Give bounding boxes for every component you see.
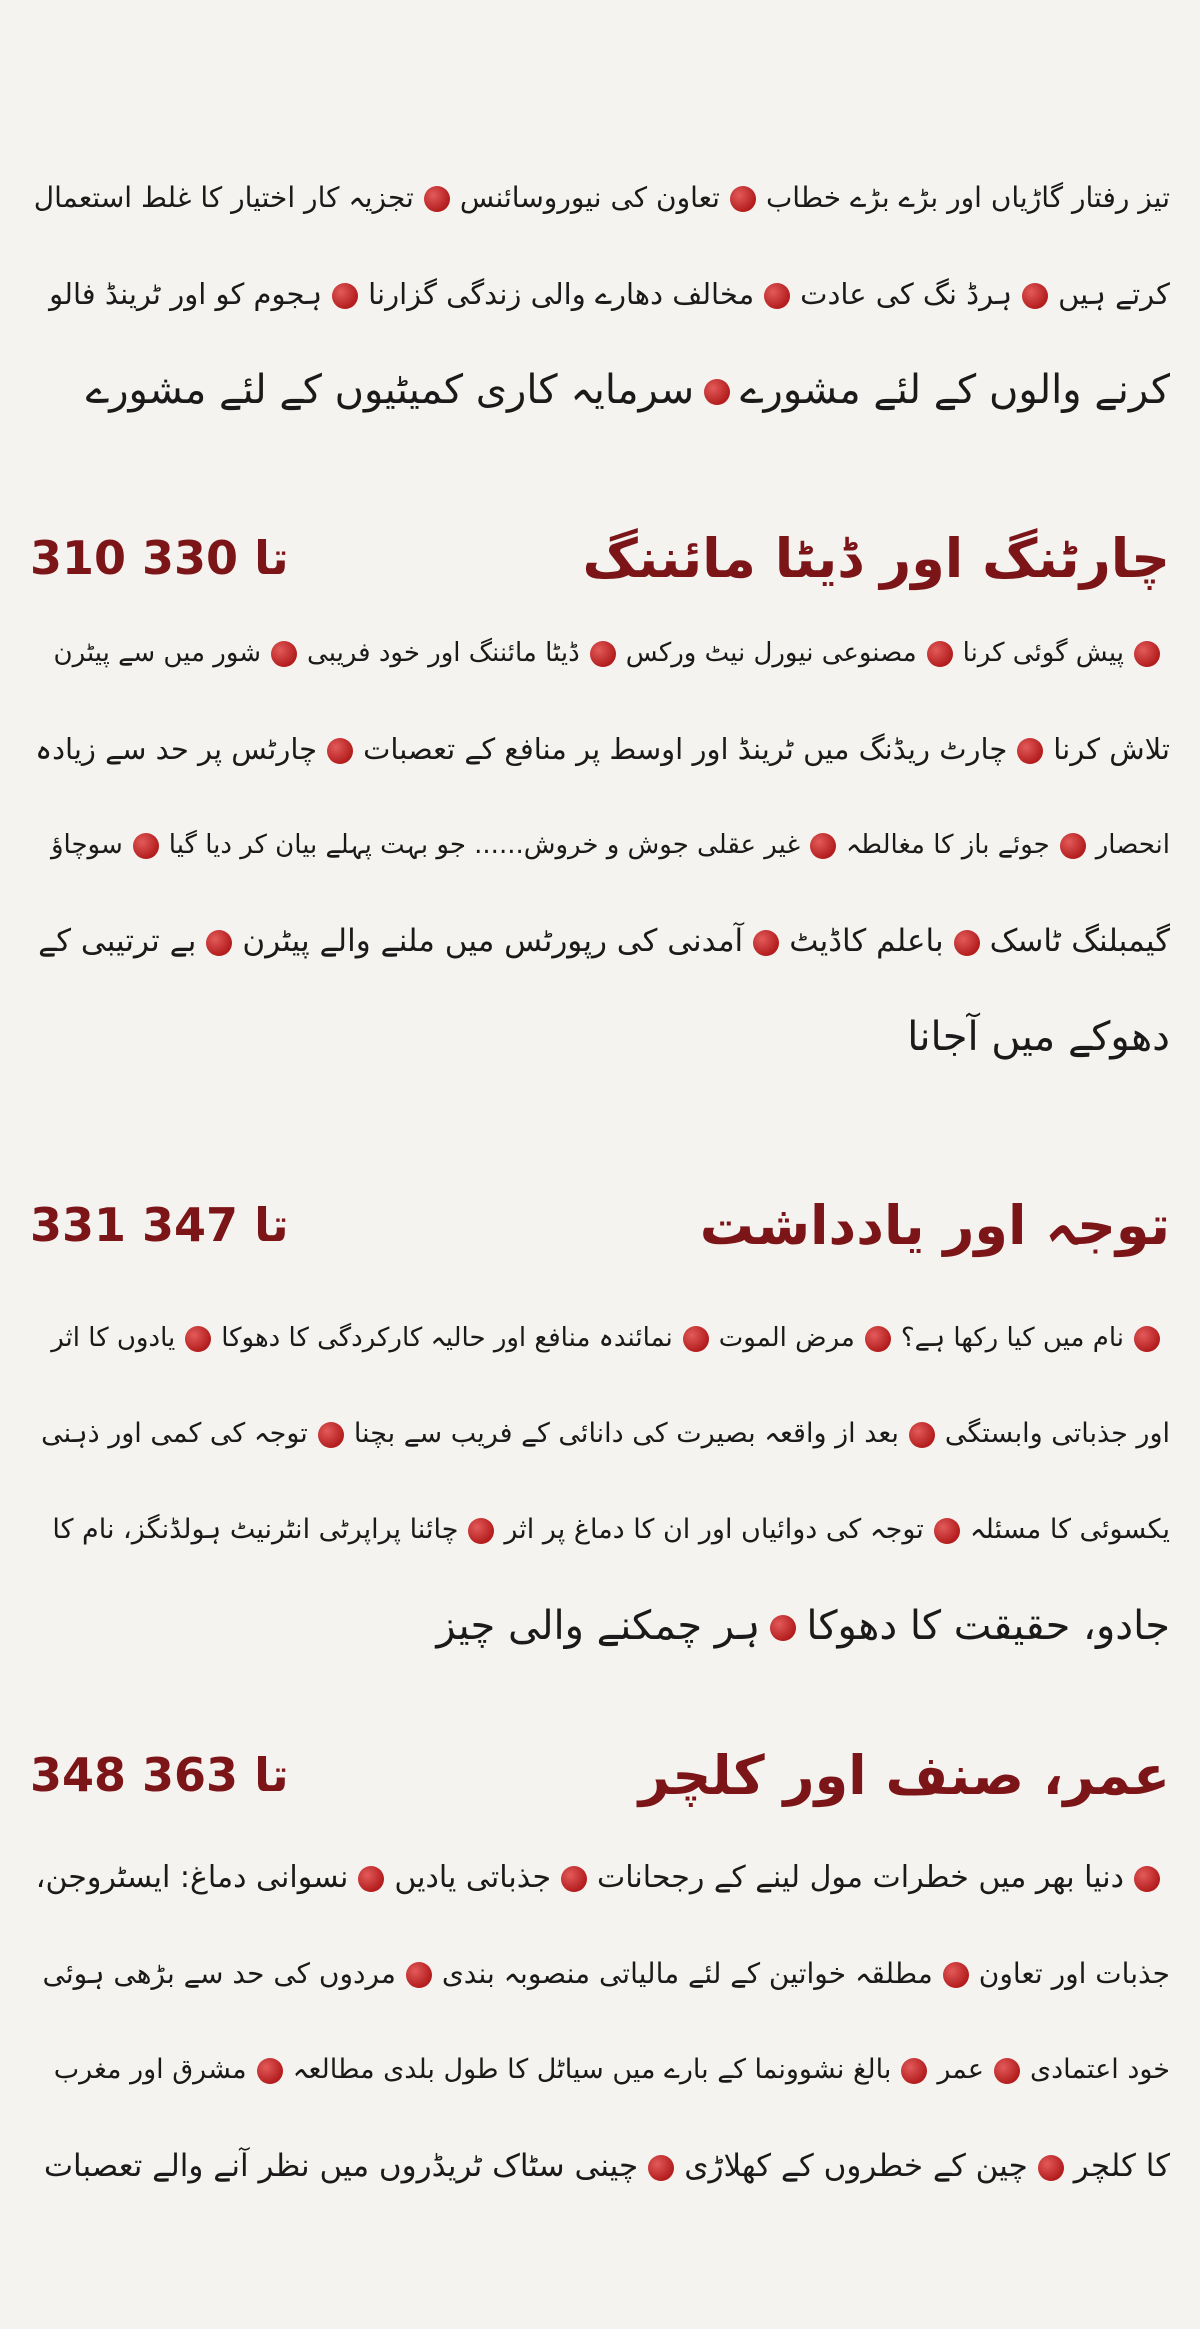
bullet-icon xyxy=(1134,641,1160,667)
section-intro-entries xyxy=(30,150,1170,438)
section-age-entries xyxy=(30,1830,1170,2214)
bullet-icon xyxy=(954,930,980,956)
index-entry: مردوں کی حد سے بڑھی ہوئی xyxy=(42,1957,396,1990)
bullet-icon xyxy=(934,1518,960,1544)
index-entry: سوچاؤ xyxy=(51,830,123,860)
bullet-icon xyxy=(753,930,779,956)
bullet-icon xyxy=(1134,1326,1160,1352)
index-entry: تعاون کی نیوروسائنس xyxy=(459,181,720,214)
index-entry: انحصار xyxy=(1095,830,1170,860)
index-entry: چارٹس پر حد سے زیادہ xyxy=(35,732,318,766)
index-entry: نسوانی دماغ: ایسٹروجن، xyxy=(35,1860,349,1895)
index-entry: مشرق اور مغرب xyxy=(53,2054,247,2085)
index-line xyxy=(30,701,1170,797)
index-entry: کا کلچر xyxy=(1073,2148,1170,2184)
bullet-icon xyxy=(1017,738,1043,764)
index-entry: تیز رفتار گاڑیاں اور بڑے بڑے خطاب xyxy=(765,181,1170,214)
bullet-icon xyxy=(332,283,358,309)
section-title: توجہ اور یادداشت xyxy=(699,1193,1170,1257)
index-entry: جوئے باز کا مغالطہ xyxy=(846,830,1050,860)
page-range: 310 تا 330 xyxy=(30,531,289,585)
index-entry: چائنا پراپرٹی انٹرنیٹ ہولڈنگز، نام کا xyxy=(52,1514,459,1545)
bullet-icon xyxy=(1038,2155,1064,2181)
index-line xyxy=(30,989,1170,1085)
page-range: 331 تا 347 xyxy=(30,1198,289,1252)
index-line xyxy=(30,1578,1170,1674)
index-entry: گیمبلنگ ٹاسک xyxy=(989,923,1170,959)
index-entry: دنیا بھر میں خطرات مول لینے کے رجحانات xyxy=(597,1860,1124,1895)
section-title: عمر، صنف اور کلچر xyxy=(638,1743,1170,1807)
bullet-icon xyxy=(133,833,159,859)
index-line xyxy=(30,2022,1170,2118)
index-entry: مرض الموت xyxy=(718,1323,855,1353)
index-entry: چینی سٹاک ٹریڈروں میں نظر آنے والے تعصبات xyxy=(43,2148,639,2184)
bullet-icon xyxy=(185,1326,211,1352)
bullet-icon xyxy=(943,1962,969,1988)
bullet-icon xyxy=(648,2155,674,2181)
bullet-icon xyxy=(590,641,616,667)
index-line xyxy=(30,246,1170,342)
bullet-icon xyxy=(318,1422,344,1448)
index-entry: غیر عقلی جوش و خروش...... جو بہت پہلے بیان کر دیا گیا xyxy=(168,830,801,860)
section-heading-attention xyxy=(30,1180,1170,1270)
bullet-icon xyxy=(468,1518,494,1544)
index-line xyxy=(30,797,1170,893)
bullet-icon xyxy=(994,2058,1020,2084)
index-line xyxy=(30,605,1170,701)
index-entry: نمائندہ منافع اور حالیہ کارکردگی کا دھوکا xyxy=(221,1323,673,1353)
index-line xyxy=(30,893,1170,989)
index-entry: جذباتی یادیں xyxy=(394,1860,552,1895)
index-entry: بے ترتیبی کے xyxy=(38,923,197,959)
index-entry: تلاش کرنا xyxy=(1053,732,1170,766)
page-range: 348 تا 363 xyxy=(30,1748,289,1802)
bullet-icon xyxy=(927,641,953,667)
index-entry: چین کے خطروں کے کھلاڑی xyxy=(684,2148,1028,2184)
index-line xyxy=(30,1926,1170,2022)
bullet-icon xyxy=(424,186,450,212)
index-entry: یادوں کا اثر xyxy=(51,1323,176,1353)
index-entry: ہجوم کو اور ٹرینڈ فالو xyxy=(49,277,323,311)
bullet-icon xyxy=(406,1962,432,1988)
index-line xyxy=(30,1830,1170,1926)
bullet-icon xyxy=(1060,833,1086,859)
section-attention-entries xyxy=(30,1290,1170,1674)
index-entry: ڈیٹا مائننگ اور خود فریبی xyxy=(307,638,580,668)
index-entry: توجہ کی دوائیاں اور ان کا دماغ پر اثر xyxy=(504,1514,924,1545)
index-entry: عمر xyxy=(937,2054,984,2085)
index-entry: جذبات اور تعاون xyxy=(978,1957,1170,1990)
bullet-icon xyxy=(257,2058,283,2084)
bullet-icon xyxy=(1022,283,1048,309)
index-entry: توجہ کی کمی اور ذہنی xyxy=(41,1418,308,1449)
index-line xyxy=(30,1386,1170,1482)
index-entry: مطلقہ خواتین کے لئے مالیاتی منصوبہ بندی xyxy=(441,1957,933,1990)
index-entry: پیش گوئی کرنا xyxy=(962,638,1124,668)
index-entry: خود اعتمادی xyxy=(1030,2054,1170,2085)
index-entry: ہرڈ نگ کی عادت xyxy=(800,277,1013,311)
index-entry: مصنوعی نیورل نیٹ ورکس xyxy=(625,638,917,668)
index-entry: تجزیہ کار اختیار کا غلط استعمال xyxy=(33,181,414,214)
index-entry: کرنے والوں کے لئے مشورے xyxy=(740,367,1170,413)
bullet-icon xyxy=(730,186,756,212)
bullet-icon xyxy=(358,1866,384,1892)
index-line xyxy=(30,1482,1170,1578)
section-title: چارٹنگ اور ڈیٹا مائننگ xyxy=(582,526,1170,590)
bullet-icon xyxy=(1134,1866,1160,1892)
bullet-icon xyxy=(901,2058,927,2084)
index-entry: اور جذباتی وابستگی xyxy=(944,1418,1170,1449)
bullet-icon xyxy=(704,379,730,405)
index-entry: سرمایہ کاری کمیٹیوں کے لئے مشورے xyxy=(85,367,695,413)
bullet-icon xyxy=(561,1866,587,1892)
index-entry: نام میں کیا رکھا ہے؟ xyxy=(900,1323,1124,1353)
index-entry: باعلم کاڈیٹ xyxy=(789,923,944,959)
bullet-icon xyxy=(271,641,297,667)
bullet-icon xyxy=(764,283,790,309)
index-line xyxy=(30,1290,1170,1386)
bullet-icon xyxy=(327,738,353,764)
index-entry: مخالف دھارے والی زندگی گزارنا xyxy=(368,277,755,311)
index-entry: شور میں سے پیٹرن xyxy=(53,638,262,668)
bullet-icon xyxy=(206,930,232,956)
bullet-icon xyxy=(683,1326,709,1352)
section-charting-entries xyxy=(30,605,1170,1085)
bullet-icon xyxy=(865,1326,891,1352)
index-entry: ہر چمکنے والی چیز xyxy=(436,1603,761,1649)
bullet-icon xyxy=(909,1422,935,1448)
index-entry: بالغ نشوونما کے بارے میں سیاٹل کا طول بلدی مطالعہ xyxy=(292,2054,892,2085)
bullet-icon xyxy=(810,833,836,859)
index-entry: آمدنی کی رپورٹس میں ملنے والے پیٹرن xyxy=(242,923,744,959)
section-heading-age-gender-culture xyxy=(30,1730,1170,1820)
section-heading-charting xyxy=(30,513,1170,603)
bullet-icon xyxy=(770,1615,796,1641)
index-line xyxy=(30,342,1170,438)
index-entry: یکسوئی کا مسئلہ xyxy=(969,1514,1170,1545)
index-entry: جادو، حقیقت کا دھوکا xyxy=(806,1603,1170,1649)
index-entry: کرتے ہیں xyxy=(1058,277,1170,311)
index-entry: دھوکے میں آجانا xyxy=(907,1014,1170,1060)
index-entry: بعد از واقعہ بصیرت کی دانائی کے فریب سے بچنا xyxy=(353,1418,899,1449)
index-entry: چارٹ ریڈنگ میں ٹرینڈ اور اوسط پر منافع کے تعصبات xyxy=(363,732,1008,766)
index-line xyxy=(30,2118,1170,2214)
index-line xyxy=(30,150,1170,246)
